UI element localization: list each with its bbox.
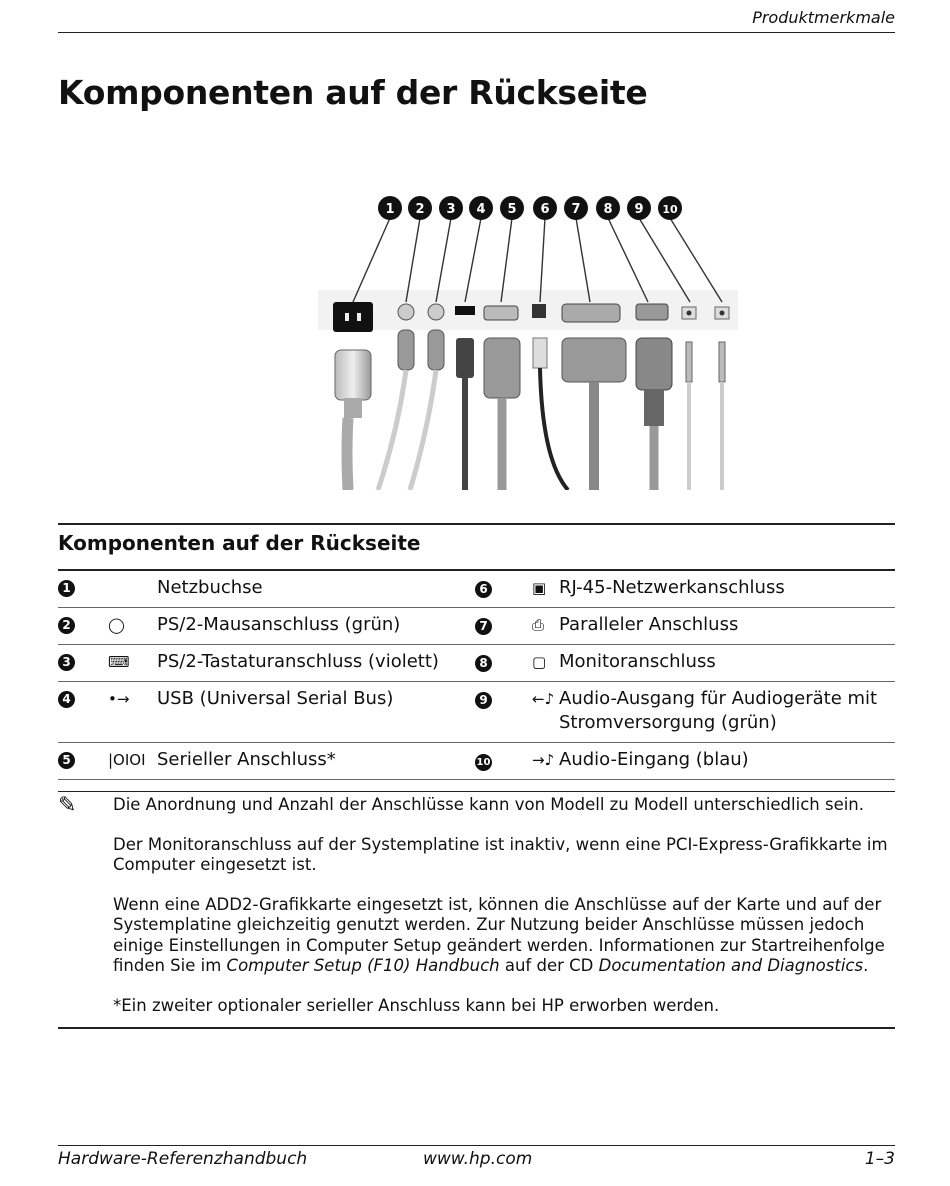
row-number: 4	[58, 682, 108, 743]
row-number: 8	[475, 645, 532, 682]
row-number: 7	[475, 608, 532, 645]
serial-icon: |OIOI	[108, 743, 157, 780]
row-number: 2	[58, 608, 108, 645]
callout-9: 9	[634, 202, 644, 217]
table-row	[58, 570, 895, 608]
note-text: Der Monitoranschluss auf der Systemplatine ist inaktiv, wenn eine PCI-Express-Grafikkarte im Computer eingesetzt ist.	[113, 834, 888, 874]
ports-table	[58, 569, 895, 780]
keyboard-icon: ⌨	[108, 645, 157, 682]
table-row	[58, 608, 895, 645]
callout-6: 6	[540, 202, 550, 217]
audio-out-icon: ←♪	[532, 682, 559, 743]
table-row	[58, 645, 895, 682]
page-footer	[58, 1145, 895, 1175]
callout-10: 10	[662, 203, 678, 216]
row-number: 6	[475, 570, 532, 608]
note-text: *Ein zweiter optionaler serieller Anschluss kann bei HP erworben werden.	[113, 995, 720, 1015]
row-number: 9	[475, 682, 532, 743]
row-number: 5	[58, 743, 108, 780]
port-label: Paralleler Anschluss	[559, 608, 895, 645]
callout-8: 8	[603, 202, 613, 217]
table-row	[58, 682, 895, 743]
power-socket-icon	[108, 570, 157, 608]
note-text: Die Anordnung und Anzahl der Anschlüsse kann von Modell zu Modell unterschiedlich sein.	[113, 795, 865, 814]
row-number: 3	[58, 645, 108, 682]
port-label: Audio-Eingang (blau)	[559, 743, 895, 780]
port-label: Serieller Anschluss*	[157, 743, 475, 780]
port-label: USB (Universal Serial Bus)	[157, 682, 475, 743]
usb-icon: •→	[108, 682, 157, 743]
row-number: 1	[58, 570, 108, 608]
footer-manual-title: Hardware-Referenzhandbuch	[58, 1149, 308, 1169]
port-label: PS/2-Tastaturanschluss (violett)	[157, 645, 475, 682]
callout-3: 3	[446, 202, 456, 217]
page-title: Komponenten auf der Rückseite	[58, 73, 648, 112]
port-label: Netzbuchse	[157, 570, 475, 608]
callout-5: 5	[507, 202, 517, 217]
footer-page-number: 1–3	[864, 1149, 895, 1169]
callout-4: 4	[476, 202, 486, 217]
printer-icon: ⎙	[532, 608, 559, 645]
port-label: PS/2-Mausanschluss (grün)	[157, 608, 475, 645]
monitor-icon: ▢	[532, 645, 559, 682]
port-label: Audio-Ausgang für Audiogeräte mit Stromversorgung (grün)	[559, 682, 895, 743]
rear-panel-figure	[318, 190, 738, 490]
header-section: Produktmerkmale	[752, 8, 895, 27]
callout-7: 7	[571, 202, 581, 217]
audio-in-icon: →♪	[532, 743, 559, 780]
port-label: RJ-45-Netzwerkanschluss	[559, 570, 895, 608]
pencil-note-icon: ✎	[58, 793, 77, 818]
notes-section	[58, 791, 895, 1029]
network-icon: ▣	[532, 570, 559, 608]
table-row	[58, 743, 895, 780]
table-title: Komponenten auf der Rückseite	[58, 523, 895, 571]
page-header	[58, 6, 895, 33]
callout-1: 1	[385, 202, 395, 217]
mouse-icon: ◯	[108, 608, 157, 645]
port-label: Monitoranschluss	[559, 645, 895, 682]
row-number: 10	[475, 743, 532, 780]
note-text: Wenn eine ADD2-Grafikkarte eingesetzt ist, können die Anschlüsse auf der Karte und auf der Systemplatine gleichzeitig genutzt werden. Zur Nutzung beider Anschlüsse müssen jedoch einige Einstellungen in Computer Setup geändert werden. Informationen zur Startreihenfolge finden Sie im Computer Setup (F10) Handbuch auf der CD Documentation and Diagnostics.	[113, 894, 885, 975]
footer-website: www.hp.com	[423, 1149, 533, 1169]
callout-2: 2	[415, 202, 425, 217]
